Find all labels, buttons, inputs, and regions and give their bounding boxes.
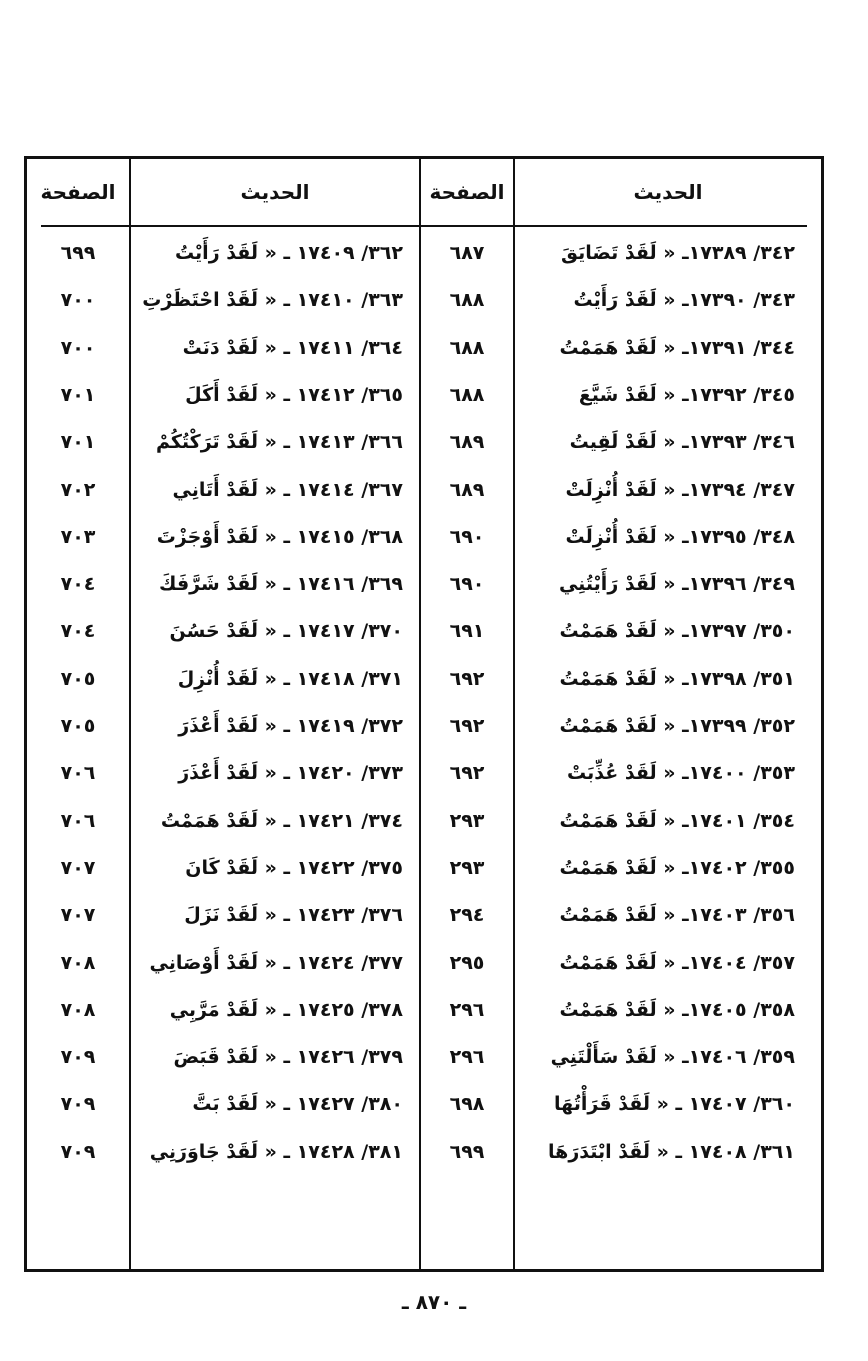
- right-page-cell: ٦٩١: [449, 620, 485, 642]
- right-page-cell: ٦٩٢: [449, 762, 485, 784]
- left-page-cell: ٦٩٩: [60, 242, 96, 264]
- left-hadith-cell: ٣٧٤/ ١٧٤٢١ ـ « لَقَدْ هَمَمْتُ: [160, 810, 403, 832]
- right-page-cell: ٦٨٧: [449, 242, 485, 264]
- left-page-cell: ٧٠٢: [60, 479, 96, 501]
- left-hadith-cell: ٣٧٦/ ١٧٤٢٣ ـ « لَقَدْ نَزَلَ: [184, 904, 403, 926]
- header-left-hadith: الحديث: [240, 180, 310, 204]
- left-hadith-cell: ٣٦٥/ ١٧٤١٢ ـ « لَقَدْ أَكَلَ: [185, 384, 403, 406]
- right-hadith-cell: ٣٥٧/ ١٧٤٠٤ـ « لَقَدْ هَمَمْتُ: [559, 952, 795, 974]
- header-left-page: الصفحة: [40, 180, 116, 204]
- left-page-cell: ٧٠٥: [60, 668, 96, 690]
- right-hadith-cell: ٣٥٩/ ١٧٤٠٦ـ « لَقَدْ سَأَلْتَنِي: [550, 1046, 795, 1068]
- right-hadith-cell: ٣٤٩/ ١٧٣٩٦ـ « لَقَدْ رَأَيْتُنِي: [558, 573, 795, 595]
- right-page-cell: ٢٩٦: [449, 999, 485, 1021]
- left-page-cell: ٧٠٤: [60, 620, 96, 642]
- left-page-cell: ٧٠٩: [60, 1093, 96, 1115]
- right-hadith-cell: ٣٤٨/ ١٧٣٩٥ـ « لَقَدْ أُنْزِلَتْ: [565, 526, 795, 548]
- left-page-cell: ٧٠٦: [60, 810, 96, 832]
- left-hadith-cell: ٣٦٩/ ١٧٤١٦ ـ « لَقَدْ شَرَّفَكَ: [159, 573, 403, 595]
- right-hadith-cell: ٣٤٦/ ١٧٣٩٣ـ « لَقَدْ لَقِيتُ: [569, 431, 795, 453]
- right-hadith-cell: ٣٤٣/ ١٧٣٩٠ـ « لَقَدْ رَأَيْتُ: [573, 289, 795, 311]
- right-page-cell: ٦٨٩: [449, 431, 485, 453]
- right-page-cell: ٢٩٣: [449, 810, 485, 832]
- left-hadith-cell: ٣٦٢/ ١٧٤٠٩ ـ « لَقَدْ رَأَيْتُ: [174, 242, 403, 264]
- right-hadith-cell: ٣٥٥/ ١٧٤٠٢ـ « لَقَدْ هَمَمْتُ: [559, 857, 795, 879]
- right-hadith-cell: ٣٥٦/ ١٧٤٠٣ـ « لَقَدْ هَمَمْتُ: [559, 904, 795, 926]
- left-page-cell: ٧٠٨: [60, 999, 96, 1021]
- header-right-hadith: الحديث: [633, 180, 703, 204]
- right-page-cell: ٦٩٩: [449, 1141, 485, 1163]
- right-page-cell: ٢٩٤: [449, 904, 485, 926]
- left-hadith-cell: ٣٧٥/ ١٧٤٢٢ ـ « لَقَدْ كَانَ: [185, 857, 403, 879]
- right-page-cell: ٦٨٨: [449, 289, 485, 311]
- left-page-cell: ٧٠٠: [60, 337, 96, 359]
- right-hadith-cell: ٣٤٤/ ١٧٣٩١ـ « لَقَدْ هَمَمْتُ: [559, 337, 795, 359]
- right-hadith-cell: ٣٥٤/ ١٧٤٠١ـ « لَقَدْ هَمَمْتُ: [559, 810, 795, 832]
- right-page-cell: ٦٨٨: [449, 337, 485, 359]
- left-page-cell: ٧٠٧: [60, 904, 96, 926]
- right-page-cell: ٦٩٢: [449, 668, 485, 690]
- left-hadith-cell: ٣٧٣/ ١٧٤٢٠ ـ « لَقَدْ أَعْذَرَ: [178, 762, 403, 784]
- left-hadith-cell: ٣٦٨/ ١٧٤١٥ ـ « لَقَدْ أَوْجَزْتَ: [156, 526, 403, 548]
- left-hadith-cell: ٣٧٢/ ١٧٤١٩ ـ « لَقَدْ أَعْذَرَ: [178, 715, 403, 737]
- right-page-cell: ٦٨٩: [449, 479, 485, 501]
- right-page-cell: ٦٩٨: [449, 1093, 485, 1115]
- right-page-cell: ٦٩٢: [449, 715, 485, 737]
- left-hadith-cell: ٣٦٧/ ١٧٤١٤ ـ « لَقَدْ أَتَانِي: [172, 479, 403, 501]
- right-hadith-cell: ٣٥١/ ١٧٣٩٨ـ « لَقَدْ هَمَمْتُ: [559, 668, 795, 690]
- right-hadith-cell: ٣٤٥/ ١٧٣٩٢ـ « لَقَدْ شَيَّعَ: [578, 384, 795, 406]
- right-page-cell: ٦٩٠: [449, 526, 485, 548]
- left-page-cell: ٧٠٧: [60, 857, 96, 879]
- left-hadith-cell: ٣٨١/ ١٧٤٢٨ ـ « لَقَدْ جَاوَرَنِي: [149, 1141, 403, 1163]
- left-page-cell: ٧٠٠: [60, 289, 96, 311]
- right-page-cell: ٦٩٠: [449, 573, 485, 595]
- right-page-cell: ٢٩٥: [449, 952, 485, 974]
- right-page-cell: ٦٨٨: [449, 384, 485, 406]
- left-hadith-cell: ٣٧٨/ ١٧٤٢٥ ـ « لَقَدْ مَرَّبِي: [169, 999, 403, 1021]
- right-hadith-cell: ٣٤٢/ ١٧٣٨٩ـ « لَقَدْ تَضَايَقَ: [561, 242, 795, 264]
- left-hadith-cell: ٣٦٤/ ١٧٤١١ ـ « لَقَدْ دَنَتْ: [182, 337, 403, 359]
- left-page-cell: ٧٠١: [60, 431, 96, 453]
- right-hadith-cell: ٣٤٧/ ١٧٣٩٤ـ « لَقَدْ أُنْزِلَتْ: [565, 479, 795, 501]
- right-hadith-cell: ٣٦٠/ ١٧٤٠٧ ـ « لَقَدْ قَرَأْتُهَا: [554, 1093, 795, 1115]
- left-page-cell: ٧٠٨: [60, 952, 96, 974]
- index-table: [24, 156, 824, 1272]
- left-hadith-cell: ٣٧٩/ ١٧٤٢٦ ـ « لَقَدْ قَبَضَ: [173, 1046, 403, 1068]
- left-page-cell: ٧٠٩: [60, 1141, 96, 1163]
- header-divider: [41, 225, 807, 227]
- right-hadith-cell: ٣٦١/ ١٧٤٠٨ ـ « لَقَدْ ابْتَدَرَهَا: [548, 1141, 795, 1163]
- left-hadith-cell: ٣٦٣/ ١٧٤١٠ ـ « لَقَدْ احْتَظَرْتِ: [142, 289, 403, 311]
- left-hadith-cell: ٣٦٦/ ١٧٤١٣ ـ « لَقَدْ تَرَكْتُكُمْ: [155, 431, 403, 453]
- right-hadith-cell: ٣٥٠/ ١٧٣٩٧ـ « لَقَدْ هَمَمْتُ: [559, 620, 795, 642]
- left-hadith-cell: ٣٧٧/ ١٧٤٢٤ ـ « لَقَدْ أَوْصَانِي: [149, 952, 403, 974]
- left-page-cell: ٧٠٥: [60, 715, 96, 737]
- left-page-cell: ٧٠٣: [60, 526, 96, 548]
- left-page-cell: ٧٠٤: [60, 573, 96, 595]
- left-hadith-cell: ٣٨٠/ ١٧٤٢٧ ـ « لَقَدْ بَتَّ: [192, 1093, 403, 1115]
- right-hadith-cell: ٣٥٢/ ١٧٣٩٩ـ « لَقَدْ هَمَمْتُ: [559, 715, 795, 737]
- left-page-cell: ٧٠٦: [60, 762, 96, 784]
- left-page-cell: ٧٠١: [60, 384, 96, 406]
- right-hadith-cell: ٣٥٣/ ١٧٤٠٠ـ « لَقَدْ عُذِّبَتْ: [567, 762, 795, 784]
- right-page-cell: ٢٩٦: [449, 1046, 485, 1068]
- left-hadith-cell: ٣٧١/ ١٧٤١٨ ـ « لَقَدْ أُنْزِلَ: [177, 668, 403, 690]
- header-right-page: الصفحة: [429, 180, 505, 204]
- left-page-cell: ٧٠٩: [60, 1046, 96, 1068]
- left-hadith-cell: ٣٧٠/ ١٧٤١٧ ـ « لَقَدْ حَسُنَ: [169, 620, 403, 642]
- right-hadith-cell: ٣٥٨/ ١٧٤٠٥ـ « لَقَدْ هَمَمْتُ: [559, 999, 795, 1021]
- right-page-cell: ٢٩٣: [449, 857, 485, 879]
- page-number: ـ ٨٧٠ ـ: [401, 1290, 467, 1314]
